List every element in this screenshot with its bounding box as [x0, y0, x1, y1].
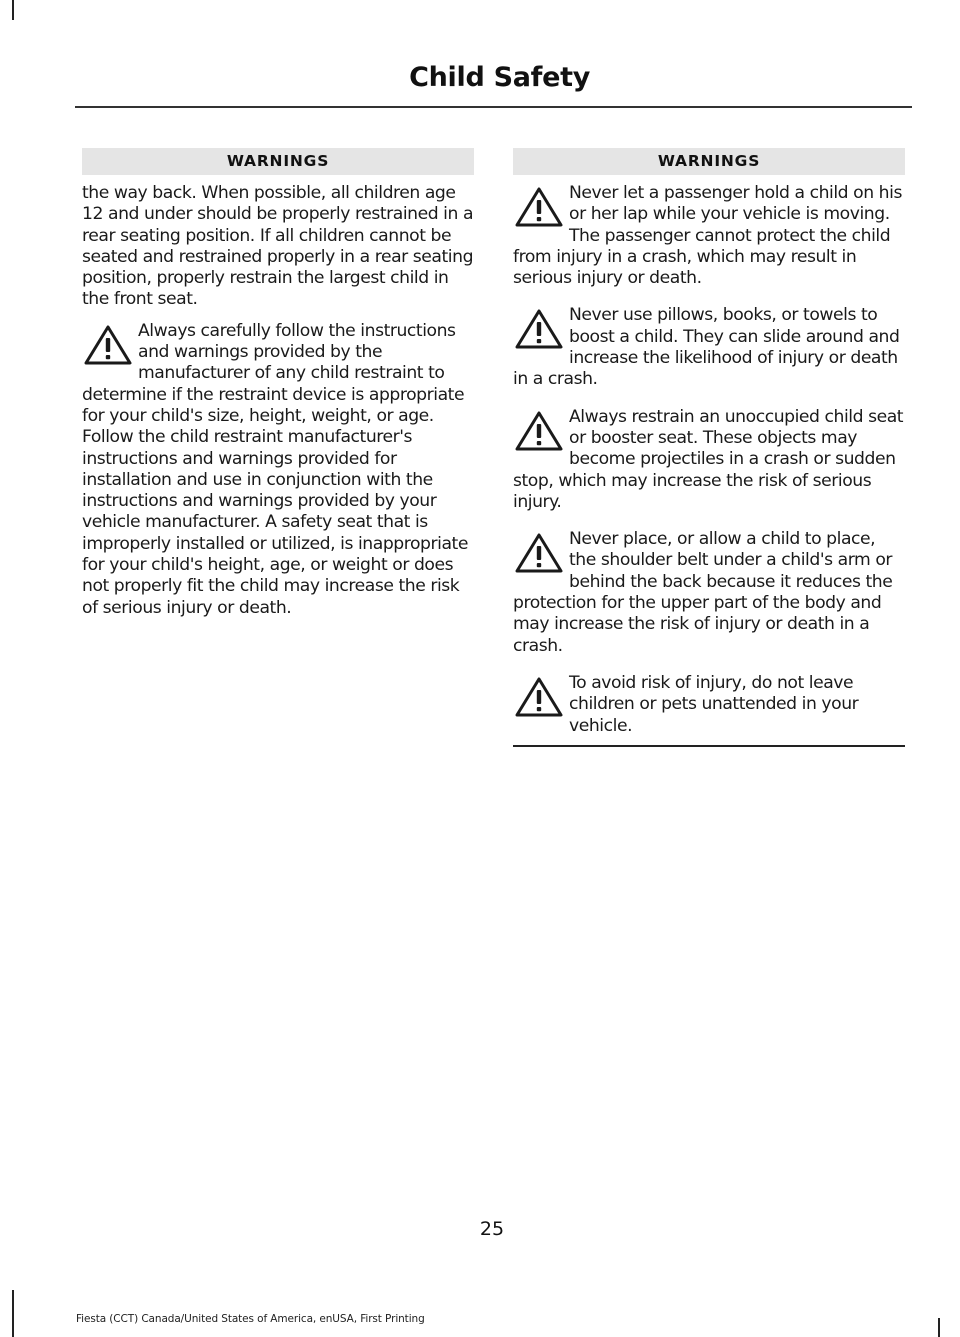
- warning-text: Always restrain an unoccupied child seat or booster seat. These objects may become projectiles in a crash or sudden stop, which may increase the risk of serious injury.: [513, 406, 904, 512]
- warning-triangle-icon: [513, 675, 567, 721]
- warning-text: Always carefully follow the instructions and warnings provided by the manufacturer of any child restraint to determine if the restraint device is appropriate for your child's size, height, weight, or age. Follow the child restraint manufacturer's instructions and warnings provided for installation and use in conjunction with the instructions and warnings provided by your vehicle manufacturer. A safety seat that is improperly installed or utilized, is inappropriate for your child's height, age, or weight or does not properly fit the child may increase the risk of serious injury or death.: [82, 320, 468, 618]
- page-number: 25: [479, 1218, 505, 1240]
- warning-triangle-icon: [513, 409, 567, 455]
- warning-triangle-icon: [513, 185, 567, 231]
- warning-triangle-icon: [513, 307, 567, 353]
- warning-text: Never let a passenger hold a child on his or her lap while your vehicle is moving. The passenger cannot protect the child from injury in a crash, which may result in serious injury or death.: [513, 183, 902, 289]
- warning-item: [513, 305, 905, 390]
- right-column: [513, 148, 905, 747]
- left-column: [82, 148, 474, 619]
- crop-mark-bottom-left: [12, 1290, 14, 1337]
- crop-mark-top-left: [12, 0, 14, 20]
- warning-item: [513, 183, 905, 289]
- warning-triangle-icon: [82, 323, 136, 369]
- crop-mark-bottom-right: [938, 1318, 940, 1337]
- warnings-banner: WARNINGS: [82, 148, 474, 175]
- warning-item: [513, 529, 905, 657]
- warning-item: [513, 407, 905, 513]
- warning-item: [82, 321, 474, 619]
- warning-triangle-icon: [513, 531, 567, 577]
- warning-text: Never use pillows, books, or towels to boost a child. They can slide around and increase the likelihood of injury or death in a crash.: [513, 305, 900, 390]
- section-title: Child Safety: [409, 62, 590, 93]
- warning-text: To avoid risk of injury, do not leave children or pets unattended in your vehicle.: [569, 672, 859, 736]
- warning-text: Never place, or allow a child to place, the shoulder belt under a child's arm or behind the back because it reduces the protection for the upper part of the body and may increase the risk of injury or death in a crash.: [513, 529, 893, 656]
- warning-item: [513, 673, 905, 737]
- section-end-divider: [513, 745, 905, 747]
- edition-footer: Fiesta (CCT) Canada/United States of America, enUSA, First Printing: [76, 1313, 425, 1325]
- header-divider: [75, 106, 912, 108]
- warnings-banner: WARNINGS: [513, 148, 905, 175]
- intro-paragraph: the way back. When possible, all children age 12 and under should be properly restrained in a rear seating position. If all children cannot be seated and restrained properly in a rear seating position, properly restrain the largest child in the front seat.: [82, 183, 474, 310]
